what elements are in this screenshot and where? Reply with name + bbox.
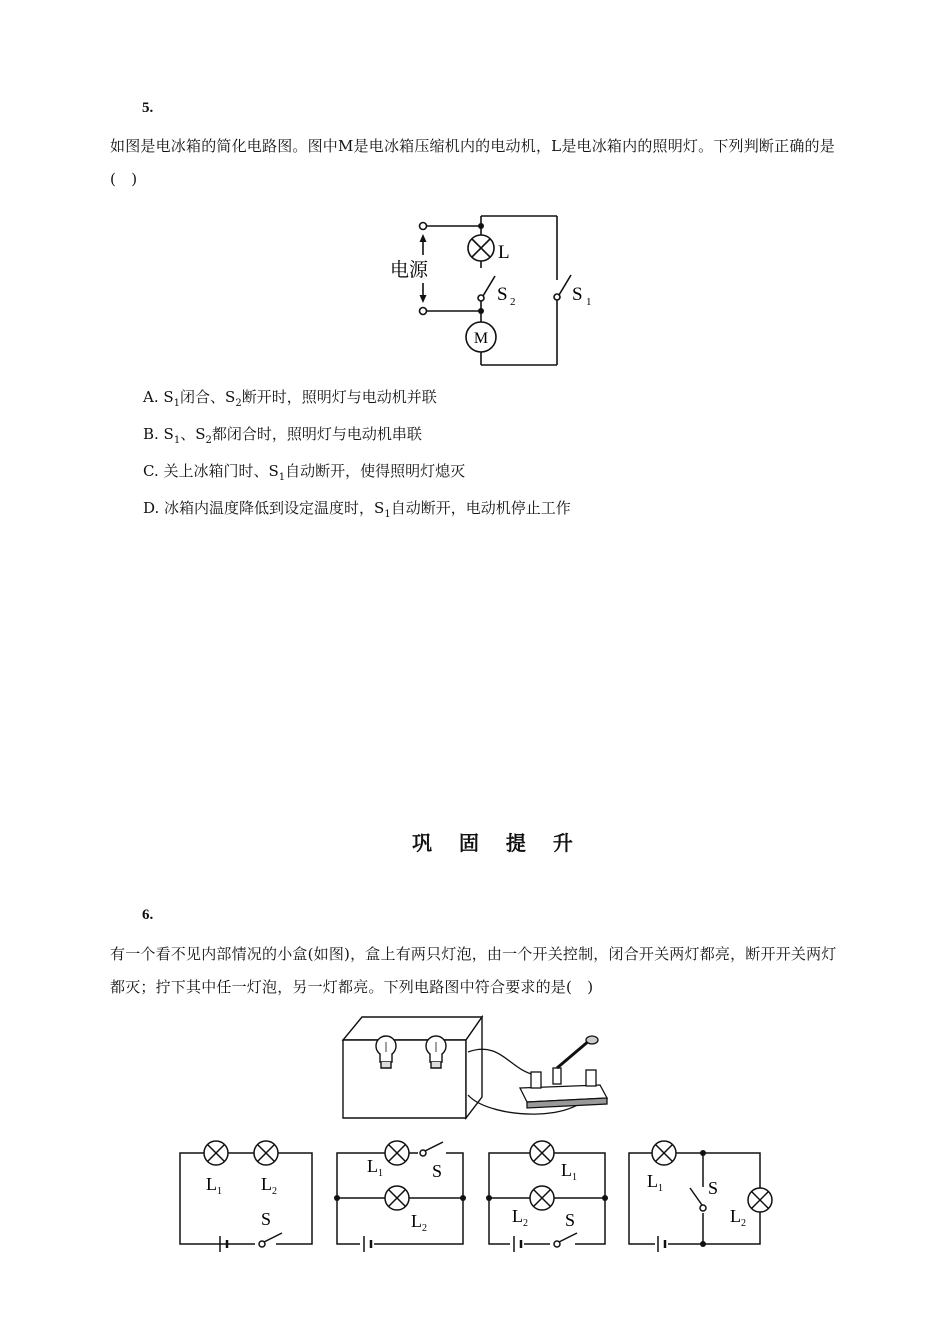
option-b[interactable]: B. $S_1$、$S_2$都闭合时，照明灯与电动机串联	[143, 425, 422, 446]
lamp-box-illustration	[335, 1012, 615, 1127]
circuit-a-l2: $L_2$	[261, 1174, 277, 1197]
section-title: 巩 固 提 升	[412, 831, 583, 855]
switch-s1-subscript: 1	[586, 296, 592, 308]
circuit-c-s: S	[565, 1210, 576, 1230]
switch-s2-label: S	[497, 284, 508, 305]
circuit-a-s: S	[261, 1209, 272, 1229]
option-c[interactable]: C. 关上冰箱门时、$S_1$自动断开，使得照明灯熄灭	[143, 462, 466, 483]
circuit-b-l1: $L_1$	[367, 1156, 383, 1179]
lamp-label: L	[498, 242, 510, 263]
circuit-d-s: S	[708, 1178, 719, 1198]
motor-label: M	[473, 330, 489, 347]
switch-s2-subscript: 2	[510, 296, 516, 308]
switch-s1-label: S	[572, 284, 583, 305]
question-6-number: 6.	[142, 907, 154, 923]
circuit-b-l2: $L_2$	[411, 1211, 427, 1234]
refrigerator-circuit-diagram	[380, 205, 620, 375]
question-5-number: 5.	[142, 100, 154, 116]
circuit-a-l1: $L_1$	[206, 1174, 222, 1197]
question-5-stem: 如图是电冰箱的简化电路图。图中M是电冰箱压缩机内的电动机，L是电冰箱内的照明灯。下列判断正确的是( )	[110, 137, 835, 188]
option-d[interactable]: D. 冰箱内温度降低到设定温度时，$S_1$自动断开，电动机停止工作	[143, 499, 571, 520]
power-source-label: 电源	[390, 260, 429, 281]
option-a[interactable]: A. $S_1$闭合、$S_2$断开时，照明灯与电动机并联	[143, 388, 437, 409]
circuit-d-l1: $L_1$	[647, 1171, 663, 1194]
circuit-b-s: S	[432, 1161, 443, 1181]
circuit-d-l2: $L_2$	[730, 1206, 746, 1229]
question-6-stem: 有一个看不见内部情况的小盒(如图)，盒上有两只灯泡，由一个开关控制，闭合开关两灯都亮，断开开关两灯都灭；拧下其中任一灯泡，另一灯都亮。下列电路图中符合要求的是( )	[110, 945, 837, 996]
circuit-c-l2: $L_2$	[512, 1206, 528, 1229]
circuit-c-l1: $L_1$	[561, 1160, 577, 1183]
circuit-options-row	[170, 1130, 780, 1260]
